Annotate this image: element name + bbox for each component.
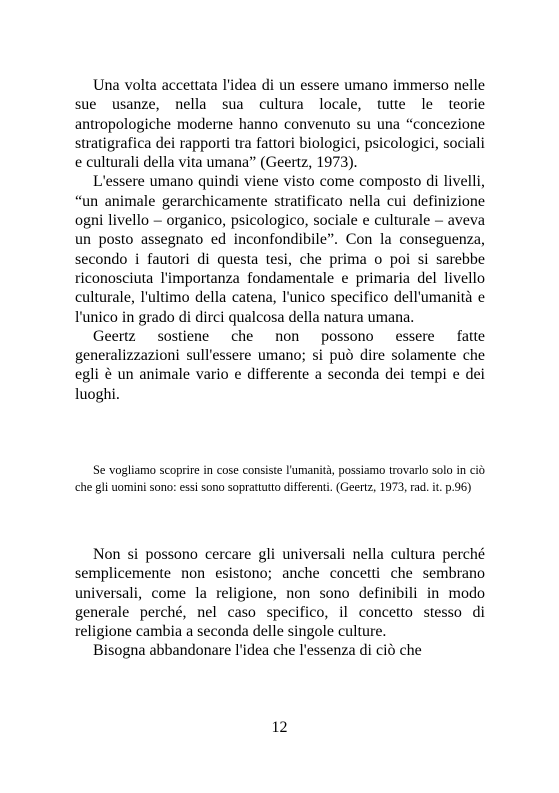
paragraph-universals: Non si possono cercare gli universali nella cultura perché semplicemente non esistono; anche concetti che sembrano universali, come la religione, non sono definibili in modo generale perché, nel caso specifico, il concetto stesso di religione cambia a seconda delle singole culture. [75, 546, 485, 641]
block-quote: Se vogliamo scoprire in cose consiste l'umanità, possiamo trovarlo solo in ciò che gli uomini sono: essi sono soprattutto differenti. (Geertz, 1973, rad. it. p.96) [75, 463, 485, 495]
page-number: 12 [271, 719, 288, 736]
body-text-top [75, 76, 485, 404]
paragraph-abandon-idea: Bisogna abbandonare l'idea che l'essenza di ciò che [93, 642, 422, 660]
paragraph-human-levels: L'essere umano quindi viene visto come composto di livelli, “un animale gerarchicamente stratificato nella cui definizione ogni livello – organico, psicologico, sociale e culturale – aveva un posto assegnato ed inconfondibile”. Con la conseguenza, secondo i fautori di questa tesi, che prima o poi si sarebbe riconosciuta l'importanza fondamentale e primaria del livello culturale, l'ultimo della catena, l'unico specifico dell'umanità e l'unico in grado di dirci qualcosa della natura umana. [75, 173, 485, 326]
paragraph-geertz-generalization: Geertz sostiene che non possono essere fatte generalizzazioni sull'essere umano; si può dire solamente che egli è un animale vario e differente a seconda dei tempi e dei luoghi. [75, 327, 485, 403]
body-text-bottom [75, 545, 485, 661]
paragraph-stratigraphic-concept: Una volta accettata l'idea di un essere umano immerso nelle sue usanze, nella sua cultura locale, tutte le teorie antropologiche moderne hanno convenuto su una “concezione stratigrafica dei rapporti tra fattori biologici, psicologici, sociali e culturali della vita umana” (Geertz, 1973). [75, 77, 485, 172]
